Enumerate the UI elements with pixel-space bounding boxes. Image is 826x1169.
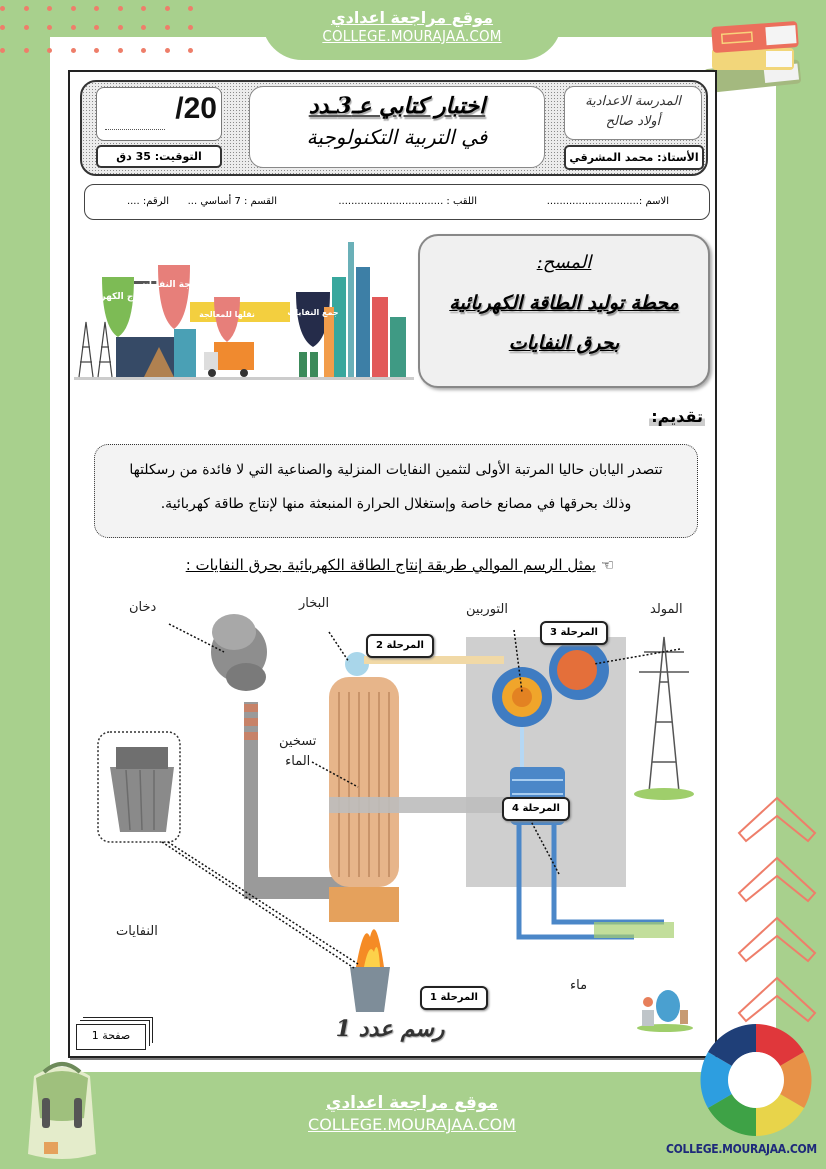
stage-2-label: المرحلة 2	[366, 634, 434, 658]
exam-document	[68, 70, 717, 1058]
chevron-decoration-icon	[734, 793, 820, 1033]
surname-field[interactable]: اللقب : .................................	[338, 196, 477, 207]
student-info-bar	[84, 184, 710, 220]
banner-title-ar: موقع مراجعة اعدادي	[330, 8, 494, 27]
pointer-icon: ☜	[596, 556, 615, 574]
site-logo-icon[interactable]	[696, 1022, 816, 1140]
exam-title: اختبار كتابي عـ3ـدد	[308, 93, 486, 119]
topic-name-line1: محطة توليد الطاقة الكهربائية	[449, 292, 679, 314]
logo-url[interactable]: COLLEGE.MOURAJAA.COM	[666, 1142, 817, 1156]
art-label: معالجة النفايات	[139, 280, 209, 290]
generator-label: المولد	[650, 602, 683, 617]
banner-url[interactable]: COLLEGE.MOURAJAA.COM	[322, 27, 502, 45]
topic-name	[420, 283, 708, 363]
diagram-graphic	[74, 592, 714, 1032]
heating-label: تسخين الماء	[279, 734, 317, 769]
decor-dots	[0, 48, 193, 54]
intro-heading: تقديم:	[651, 407, 703, 426]
smoke-label: دخان	[129, 600, 157, 615]
time-label: التوقيت: 35 دق	[96, 145, 222, 168]
waste-label: النفايات	[116, 924, 158, 939]
banner-title-ar: موقع مراجعة اعدادي	[325, 1093, 499, 1113]
topic-label: المسح:	[536, 252, 592, 273]
teacher-name: الأستاذ: محمد المشرقي	[564, 145, 704, 170]
site-banner-bottom[interactable]	[262, 1073, 562, 1169]
figure-caption: رسم عدد 1	[335, 1016, 445, 1042]
class-field[interactable]: القسم : 7 أساسي ...	[187, 196, 277, 207]
exam-subject: في التربية التكنولوجية	[306, 125, 488, 149]
diagram-instruction	[130, 556, 670, 574]
name-field[interactable]: الاسم :.............................	[546, 196, 669, 207]
art-label: نقلها للمعالجة	[199, 310, 255, 319]
topic-name-line2: بحرق النفايات	[508, 332, 620, 354]
stage-1-label: المرحلة 1	[420, 986, 488, 1010]
recycling-mascot-icon	[634, 980, 696, 1032]
topic-box	[418, 234, 710, 388]
school-box	[564, 86, 702, 140]
power-plant-diagram	[74, 592, 714, 1032]
turbine-label: التوربين	[466, 602, 508, 617]
steam-label: البخار	[299, 596, 330, 611]
page-number: صفحة 1	[76, 1024, 146, 1050]
backpack-icon	[14, 1058, 110, 1166]
decor-dots	[0, 6, 193, 12]
score-box	[96, 87, 222, 141]
banner-url[interactable]: COLLEGE.MOURAJAA.COM	[308, 1115, 516, 1134]
art-label: إنتاج الكهرباء	[89, 292, 147, 302]
intro-line: تتصدر اليابان حاليا المرتبة الأولى لتثمين النفايات المنزلية والصناعية التي لا فائدة من رسكلتها	[129, 462, 663, 478]
score-total: /20	[175, 92, 217, 125]
school-name: المدرسة الاعدادية	[585, 94, 681, 109]
number-field[interactable]: الرقم: ....	[126, 196, 169, 207]
stage-3-label: المرحلة 3	[540, 621, 608, 645]
exam-header	[80, 80, 708, 176]
title-box	[249, 86, 545, 168]
site-banner-top[interactable]	[262, 0, 562, 60]
waste-energy-illustration	[74, 237, 414, 385]
diagram-caption-text: يمثل الرسم الموالي طريقة إنتاج الطاقة الكهربائية بحرق النفايات :	[185, 556, 597, 574]
stage-4-label: المرحلة 4	[502, 797, 570, 821]
decor-dots	[0, 25, 193, 31]
score-blank	[105, 129, 165, 130]
water-label: ماء	[570, 978, 588, 993]
intro-line: وذلك بحرقها في مصانع خاصة وإستغلال الحرارة المنبعثة منها لإنتاج طاقة كهربائية.	[160, 496, 632, 512]
art-label: جمع النفايات	[287, 308, 339, 317]
intro-text-box	[94, 444, 698, 538]
school-location: أولاد صالح	[605, 114, 661, 129]
